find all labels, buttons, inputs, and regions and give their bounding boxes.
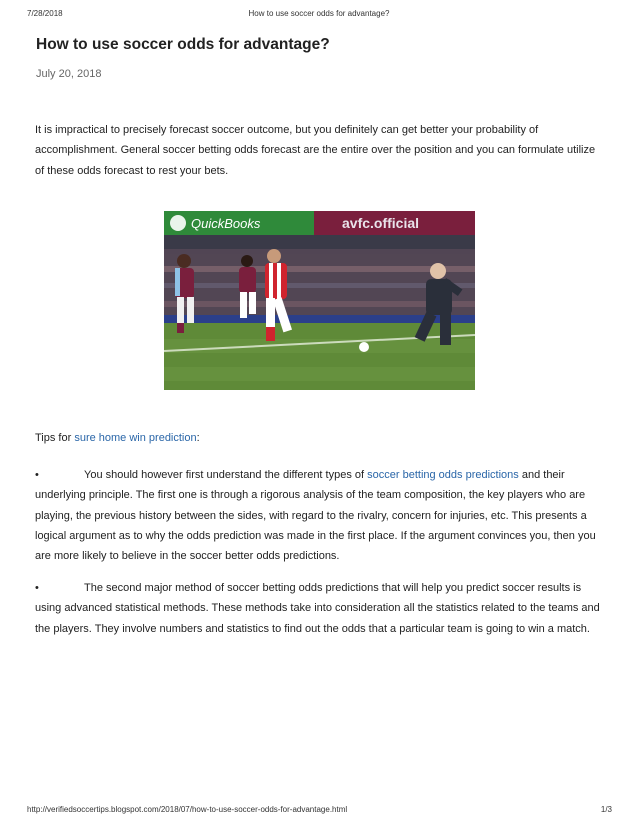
banner-right-text: avfc.official [342, 215, 420, 231]
bullet-marker: • [35, 582, 39, 594]
betting-odds-predictions-link[interactable]: soccer betting odds predictions [367, 469, 519, 481]
post-date: July 20, 2018 [36, 68, 102, 80]
bullet-marker: • [35, 469, 39, 481]
print-doc-title: How to use soccer odds for advantage? [248, 9, 390, 18]
bullet-one-after: and their underlying principle. The first one is through a rigorous analysis of the team composition, the key players who are playing, the previous history between the sides, with regard to the rivalry, concern for injuries, etc. This presents a logical argument as to why the odds prediction was made in the first place. If the argument convinces you, then you are more likely to believe in the soccer better odds predictions. [35, 469, 596, 563]
print-page-number: 1/3 [600, 805, 612, 814]
bullet-one-before: You should however first understand the different types of [84, 469, 368, 481]
print-header [0, 9, 638, 21]
match-photo [164, 211, 475, 390]
bullet-two-text: The second major method of soccer betting odds predictions that will help you predict soccer results is using advanced statistical methods. These methods take into consideration all the statistics related to the teams and the players. They involve numbers and statistics to find out the odds that a particular team is going to win a match. [35, 582, 600, 635]
bullet-one [35, 465, 605, 566]
bullet-two [35, 578, 605, 639]
tips-prefix: Tips for [35, 432, 75, 444]
print-footer [0, 805, 638, 817]
intro-text: It is impractical to precisely forecast soccer outcome, but you definitely can get better your probability of accomplishment. General soccer betting odds forecast are the entire over the position and you can formulate utilize of these odds forecast to rest your bets. [35, 124, 596, 177]
post-title: How to use soccer odds for advantage? [36, 36, 330, 53]
tips-suffix: : [196, 432, 200, 444]
match-photo-illustration [164, 211, 475, 390]
sure-home-win-link[interactable]: sure home win prediction [74, 432, 197, 444]
banner-left-text: QuickBooks [191, 216, 261, 231]
print-url: http://verifiedsoccertips.blogspot.com/2018/07/how-to-use-soccer-odds-for-advantage.html [27, 805, 348, 814]
intro-paragraph [35, 120, 605, 181]
print-date: 7/28/2018 [27, 9, 63, 18]
tips-paragraph [35, 428, 605, 448]
